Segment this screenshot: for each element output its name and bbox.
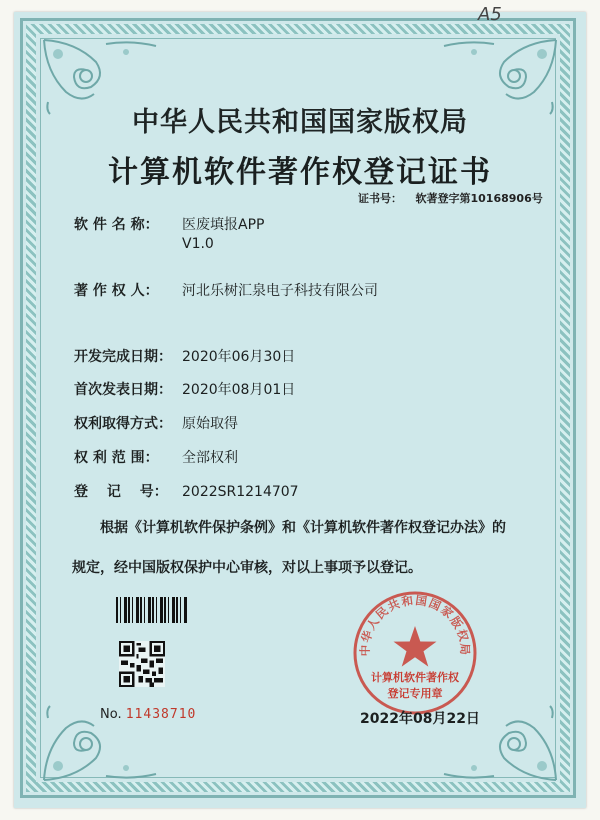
statement-line-2: 规定，经中国版权保护中心审核，对以上事项予以登记。 xyxy=(72,560,422,576)
seal-line-2: 登记专用章 xyxy=(387,687,443,700)
serial-number xyxy=(100,707,196,722)
certificate-title: 计算机软件著作权登记证书 xyxy=(108,155,492,190)
seal-text xyxy=(370,670,460,702)
certificate-number-label: 证书号： xyxy=(358,192,402,205)
field-label: 权 利 范 围： xyxy=(74,450,159,466)
field-value: 全部权利 xyxy=(182,450,238,466)
seal-line-1: 计算机软件著作权 xyxy=(371,671,459,684)
field-registration-number xyxy=(74,481,299,501)
serial-label: No. xyxy=(100,707,122,722)
serial-value: 11438710 xyxy=(125,707,197,722)
field-publish-date xyxy=(74,379,295,399)
field-value: 医废填报APP xyxy=(182,217,265,233)
field-rights-scope xyxy=(74,447,238,467)
field-label: 首次发表日期： xyxy=(74,382,172,398)
handwritten-mark: A5 xyxy=(478,4,502,25)
svg-text:中华人民共和国国家版权局: 中华人民共和国国家版权局 xyxy=(357,593,473,657)
field-value: 河北乐树汇泉电子科技有限公司 xyxy=(182,283,378,299)
field-value: 原始取得 xyxy=(182,416,238,432)
certificate-number-value: 软著登字第10168906号 xyxy=(415,192,543,205)
field-label: 著 作 权 人： xyxy=(74,283,159,299)
certificate-number xyxy=(358,190,543,206)
field-value: 2022SR1214707 xyxy=(182,484,299,500)
field-copyright-owner xyxy=(74,280,378,300)
field-value: 2020年06月30日 xyxy=(182,349,296,365)
field-version: V1.0 xyxy=(182,236,214,252)
issuer-title: 中华人民共和国国家版权局 xyxy=(132,107,468,138)
field-label: 登 记 号： xyxy=(74,484,168,500)
issue-date: 2022年08月22日 xyxy=(360,711,480,727)
field-label: 权利取得方式： xyxy=(74,416,172,432)
field-label: 软 件 名 称： xyxy=(74,217,159,233)
field-acquisition-method xyxy=(74,413,238,433)
field-label: 开发完成日期： xyxy=(74,349,172,365)
field-value: 2020年08月01日 xyxy=(182,382,296,398)
statement-line-1: 根据《计算机软件保护条例》和《计算机软件著作权登记办法》的 xyxy=(100,520,506,536)
qr-code-icon xyxy=(119,641,165,687)
field-completion-date xyxy=(74,346,295,366)
barcode-icon xyxy=(116,597,188,623)
statement-paragraph xyxy=(72,508,542,588)
field-software-name xyxy=(74,214,264,252)
